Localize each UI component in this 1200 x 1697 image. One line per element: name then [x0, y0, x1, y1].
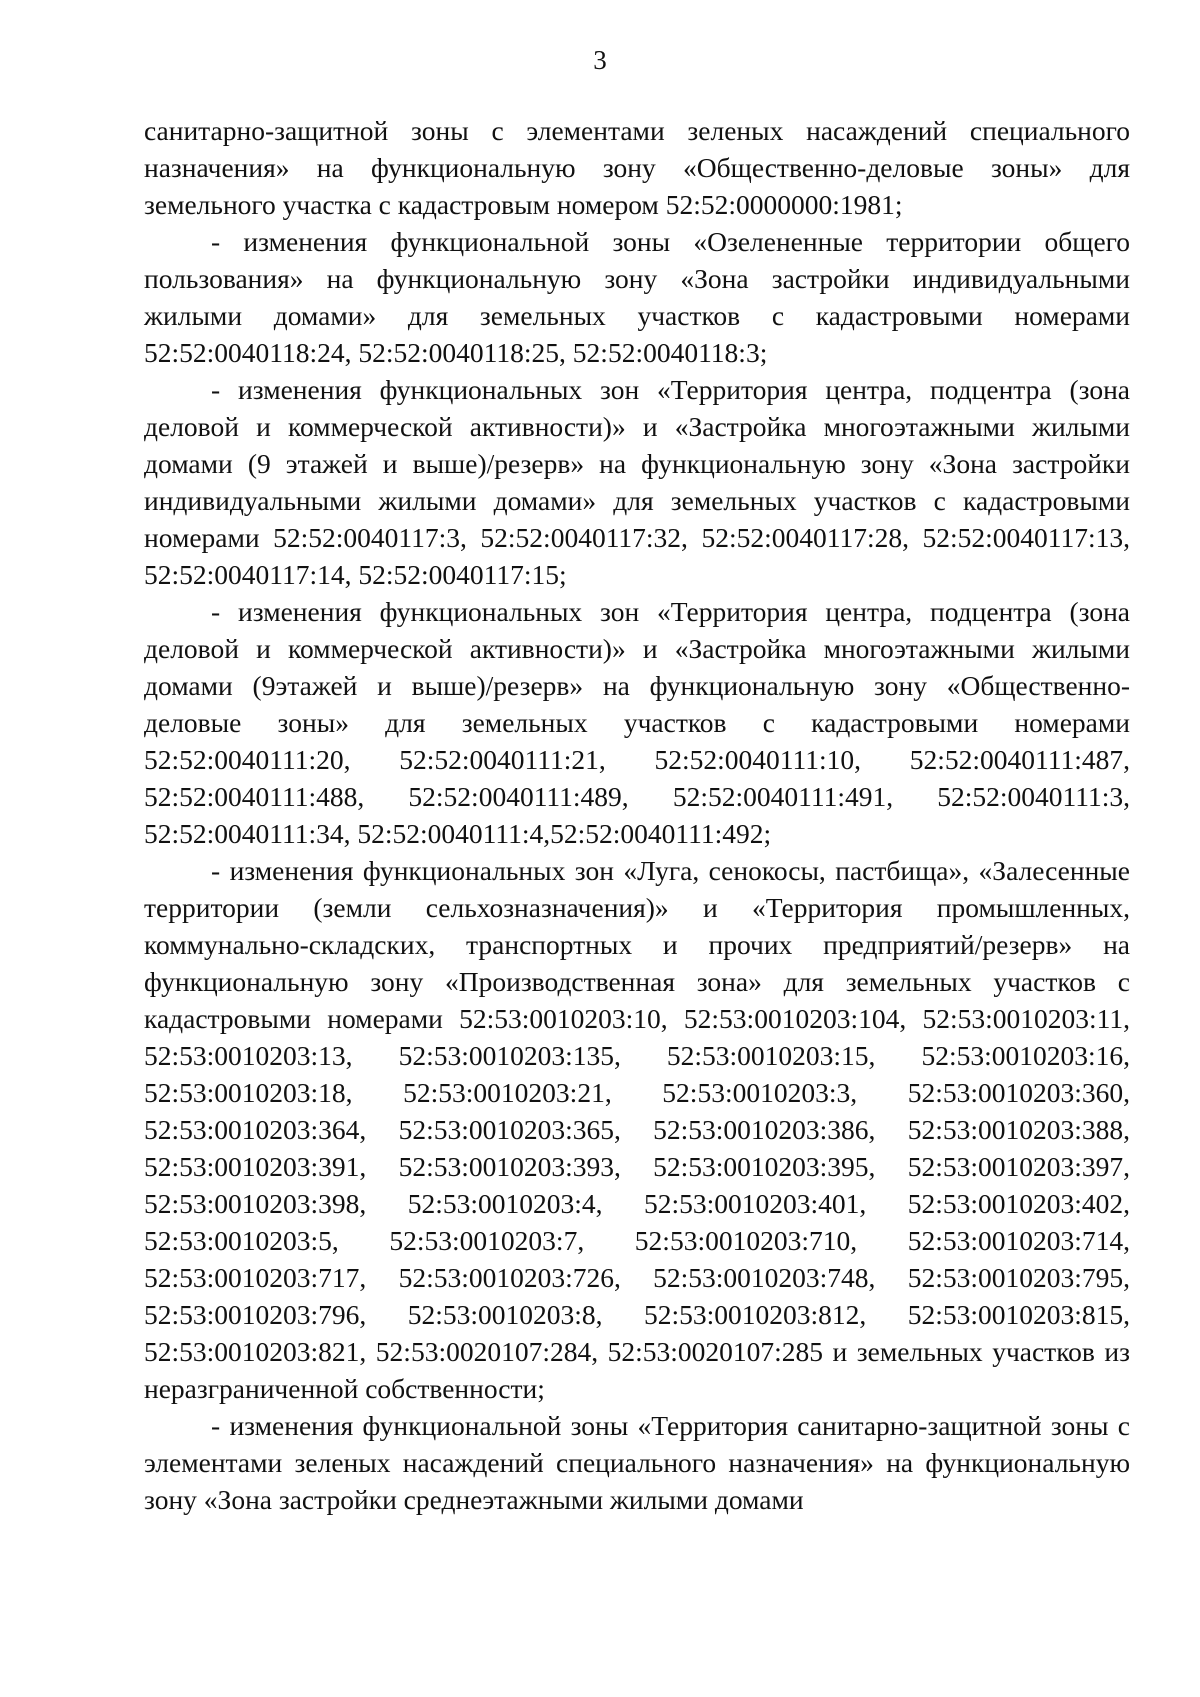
paragraph-item: - изменения функциональных зон «Луга, сенокосы, пастбища», «Залесенные территории (земли сельхозназначения)» и «Территория промышленных, коммунально-складских, транспортных и прочих предприятий/резерв» на функциональную зону «Производственная зона» для земельных участков с кадастровыми номерами 52:53:0010203:10, 52:53:0010203:104, 52:53:0010203:11, 52:53:0010203:13, 52:53:0010203:135, 52:53:0010203:15, 52:53:0010203:16, 52:53:0010203:18, 52:53:0010203:21, 52:53:0010203:3, 52:53:0010203:360, 52:53:0010203:364, 52:53:0010203:365, 52:53:0010203:386, 52:53:0010203:388, 52:53:0010203:391, 52:53:0010203:393, 52:53:0010203:395, 52:53:0010203:397, 52:53:0010203:398, 52:53:0010203:4, 52:53:0010203:401, 52:53:0010203:402, 52:53:0010203:5, 52:53:0010203:7, 52:53:0010203:710, 52:53:0010203:714, 52:53:0010203:717, 52:53:0010203:726, 52:53:0010203:748, 52:53:0010203:795, 52:53:0010203:796, 52:53:0010203:8, 52:53:0010203:812, 52:53:0010203:815, 52:53:0010203:821, 52:53:0020107:284, 52:53:0020107:285 и земельных участков из неразграниченной собственности;: [144, 855, 1130, 1404]
page-number: 3: [593, 45, 607, 75]
paragraph-item: - изменения функциональной зоны «Озелененные территории общего пользования» на функциональную зону «Зона застройки индивидуальными жилыми домами» для земельных участков с кадастровыми номерами 52:52:0040118:24, 52:52:0040118:25, 52:52:0040118:3;: [144, 226, 1130, 368]
paragraph-item: - изменения функциональной зоны «Территория санитарно-защитной зоны с элементами зеленых насаждений специального назначения» на функциональную зону «Зона застройки среднеэтажными жилыми домами: [144, 1410, 1130, 1515]
paragraph-item: - изменения функциональных зон «Территория центра, подцентра (зона деловой и коммерческой активности)» и «Застройка многоэтажными жилыми домами (9этажей и выше)/резерв» на функциональную зону «Общественно-деловые зоны» для земельных участков с кадастровыми номерами 52:52:0040111:20, 52:52:0040111:21, 52:52:0040111:10, 52:52:0040111:487, 52:52:0040111:488, 52:52:0040111:489, 52:52:0040111:491, 52:52:0040111:3, 52:52:0040111:34, 52:52:0040111:4,52:52:0040111:492;: [144, 596, 1130, 849]
document-body: [144, 112, 1130, 1518]
paragraph-item: - изменения функциональных зон «Территория центра, подцентра (зона деловой и коммерческой активности)» и «Застройка многоэтажными жилыми домами (9 этажей и выше)/резерв» на функциональную зону «Зона застройки индивидуальными жилыми домами» для земельных участков с кадастровыми номерами 52:52:0040117:3, 52:52:0040117:32, 52:52:0040117:28, 52:52:0040117:13, 52:52:0040117:14, 52:52:0040117:15;: [144, 374, 1130, 590]
paragraph-continuation: санитарно-защитной зоны с элементами зеленых насаждений специального назначения» на функциональную зону «Общественно-деловые зоны» для земельного участка с кадастровым номером 52:52:0000000:1981;: [144, 115, 1130, 220]
